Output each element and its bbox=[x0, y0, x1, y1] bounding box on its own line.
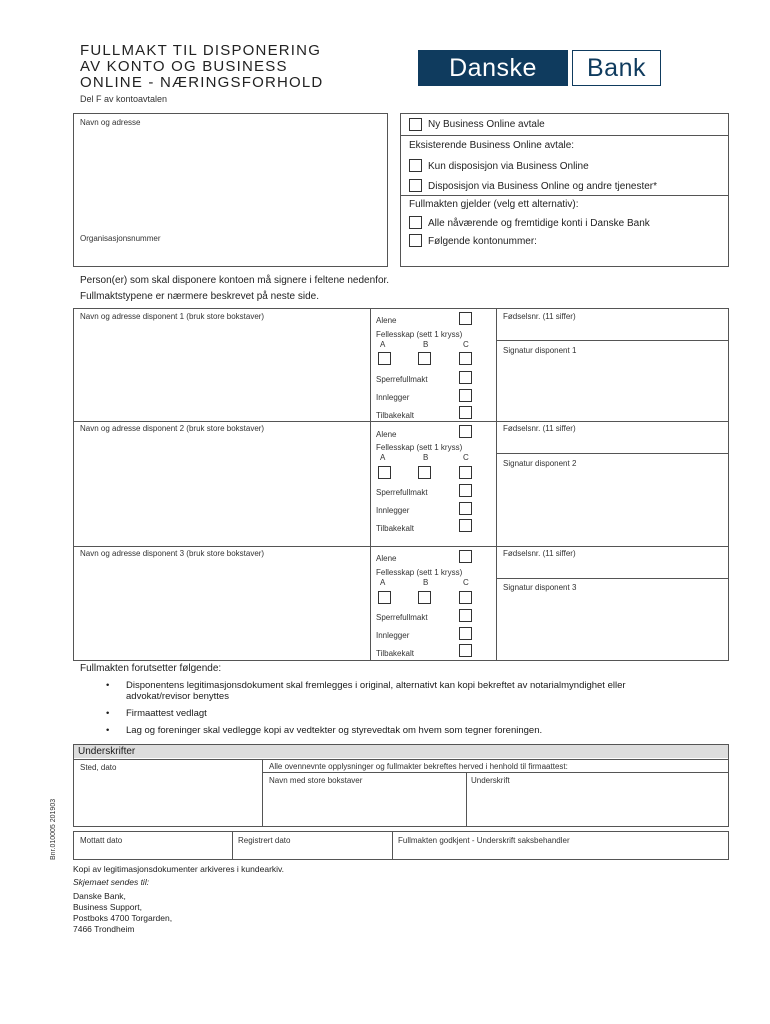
disponent-2-birth-number-label: Fødselsnr. (11 siffer) bbox=[503, 424, 576, 433]
applies-heading: Fullmakten gjelder (velg ett alternativ): bbox=[409, 199, 579, 210]
signature-label: Underskrift bbox=[471, 776, 510, 785]
disponent-3-alone-checkbox[interactable] bbox=[459, 550, 472, 563]
condition-item: • Lag og foreninger skal vedlegge kopi av vedtekter og styrevedtak om hvem som tegner foreningen. bbox=[106, 725, 666, 736]
condition-item: • Disponentens legitimasjonsdokument skal fremlegges i original, alternativt kan kopi bekreftet av notarialmyndighet eller advokat/revisor benyttes bbox=[106, 680, 666, 702]
archive-note: Kopi av legitimasjonsdokumenter arkiveres i kundearkiv. bbox=[73, 864, 285, 874]
condition-item: • Firmaattest vedlagt bbox=[106, 708, 666, 719]
disposition-only-checkbox[interactable] bbox=[409, 159, 422, 172]
disponent-1-name-label: Navn og adresse disponent 1 (bruk store bokstaver) bbox=[80, 312, 265, 321]
following-accounts-checkbox[interactable] bbox=[409, 234, 422, 247]
disponent-2-joint-c-checkbox[interactable] bbox=[459, 466, 472, 479]
approved-label: Fullmakten godkjent - Underskrift saksbehandler bbox=[398, 836, 570, 845]
disponent-3-joint-c-checkbox[interactable] bbox=[459, 591, 472, 604]
instruction-line-2: Fullmaktstypene er nærmere beskrevet på neste side. bbox=[80, 291, 319, 302]
registered-date-label: Registrert dato bbox=[238, 836, 291, 845]
disponent-3-joint-a-checkbox[interactable] bbox=[378, 591, 391, 604]
disponent-1-alone-checkbox[interactable] bbox=[459, 312, 472, 325]
following-accounts-label: Følgende kontonummer: bbox=[428, 236, 537, 247]
disponent-1-signature-label: Signatur disponent 1 bbox=[503, 346, 577, 355]
received-date-label: Mottatt dato bbox=[80, 836, 123, 845]
name-address-input[interactable] bbox=[74, 128, 387, 232]
disposition-other-label: Disposisjon via Business Online og andre tjenester* bbox=[428, 181, 658, 192]
disponent-2-blocked-checkbox[interactable] bbox=[459, 484, 472, 497]
all-accounts-label: Alle nåværende og fremtidige konti i Danske Bank bbox=[428, 218, 650, 229]
org-number-input[interactable] bbox=[74, 244, 387, 266]
disposition-only-label: Kun disposisjon via Business Online bbox=[428, 161, 589, 172]
place-date-input[interactable] bbox=[74, 773, 262, 826]
disponent-3-name-label: Navn og adresse disponent 3 (bruk store bokstaver) bbox=[80, 549, 265, 558]
danske-bank-logo: Danske Bank bbox=[418, 50, 661, 86]
signatures-heading: Underskrifter bbox=[74, 745, 728, 758]
agreement-box bbox=[400, 113, 729, 267]
send-heading: Skjemaet sendes til: bbox=[73, 877, 150, 887]
disponent-2-name-label: Navn og adresse disponent 2 (bruk store bokstaver) bbox=[80, 424, 265, 433]
place-date-label: Sted, dato bbox=[80, 763, 117, 772]
instruction-line-1: Person(er) som skal disponere kontoen må signere i feltene nedenfor. bbox=[80, 275, 390, 286]
disponent-1-joint-b-checkbox[interactable] bbox=[418, 352, 431, 365]
disponent-1-depositor-checkbox[interactable] bbox=[459, 389, 472, 402]
disposition-other-checkbox[interactable] bbox=[409, 179, 422, 192]
disponent-2-revoked-checkbox[interactable] bbox=[459, 519, 472, 532]
page-title: FULLMAKT TIL DISPONERING AV KONTO OG BUSINESS ONLINE - NÆRINGSFORHOLD bbox=[80, 42, 324, 91]
existing-agreement-heading: Eksisterende Business Online avtale: bbox=[409, 140, 575, 151]
org-number-label: Organisasjonsnummer bbox=[80, 234, 161, 243]
conditions-list bbox=[106, 680, 666, 742]
disponent-3-revoked-checkbox[interactable] bbox=[459, 644, 472, 657]
disponent-2-depositor-checkbox[interactable] bbox=[459, 502, 472, 515]
disponent-2-joint-a-checkbox[interactable] bbox=[378, 466, 391, 479]
confirm-text: Alle ovennevnte opplysninger og fullmakter bekreftes herved i henhold til firmaattest: bbox=[269, 762, 568, 771]
new-agreement-label: Ny Business Online avtale bbox=[428, 119, 545, 130]
name-caps-input[interactable] bbox=[262, 786, 466, 826]
disponent-1-revoked-checkbox[interactable] bbox=[459, 406, 472, 419]
disponent-3-depositor-checkbox[interactable] bbox=[459, 627, 472, 640]
all-accounts-checkbox[interactable] bbox=[409, 216, 422, 229]
page-subtitle: Del F av kontoavtalen bbox=[80, 94, 168, 104]
form-code: Bnr.010005 201903 bbox=[50, 798, 57, 860]
conditions-heading: Fullmakten forutsetter følgende: bbox=[80, 663, 222, 674]
name-caps-label: Navn med store bokstaver bbox=[269, 776, 363, 785]
disponents-table: Navn og adresse disponent 1 (bruk store bokstaver) Alene Fellesskap (sett 1 kryss) A B C Sperrefullmakt Innlegger Tilbakekalt Fødselsnr. (11 siffer) Signatur disponent 1 Navn og adresse disponent 2 (bruk store bokstaver) Alene Fellesskap (sett 1 kryss) A B C Sperrefullmakt Innlegger Tilbakekalt Fødselsnr. (11 siffer) Signatur disponent 2 Navn og adresse disponent 3 (bruk store bokstaver) Alene Fellesskap (sett 1 kryss) A B C Sperrefullmakt Innlegger Tilbakekalt Fødselsnr. (11 siffer) Signatur disponent 3 bbox=[73, 308, 729, 661]
signatures-box bbox=[73, 744, 729, 827]
disponent-1-joint-c-checkbox[interactable] bbox=[459, 352, 472, 365]
disponent-3-joint-b-checkbox[interactable] bbox=[418, 591, 431, 604]
disponent-1-birth-number-label: Fødselsnr. (11 siffer) bbox=[503, 312, 576, 321]
company-box bbox=[73, 113, 388, 267]
disponent-3-blocked-checkbox[interactable] bbox=[459, 609, 472, 622]
address-block: Danske Bank, Business Support, Postboks 4700 Torgarden, 7466 Trondheim bbox=[73, 891, 173, 934]
disponent-2-joint-b-checkbox[interactable] bbox=[418, 466, 431, 479]
new-agreement-checkbox[interactable] bbox=[409, 118, 422, 131]
disponent-3-birth-number-label: Fødselsnr. (11 siffer) bbox=[503, 549, 576, 558]
name-address-label: Navn og adresse bbox=[80, 118, 141, 127]
signature-input[interactable] bbox=[466, 786, 728, 826]
disponent-2-alone-checkbox[interactable] bbox=[459, 425, 472, 438]
disponent-1-joint-a-checkbox[interactable] bbox=[378, 352, 391, 365]
disponent-1-blocked-checkbox[interactable] bbox=[459, 371, 472, 384]
disponent-2-signature-label: Signatur disponent 2 bbox=[503, 459, 577, 468]
bank-use-box bbox=[73, 831, 729, 860]
disponent-3-signature-label: Signatur disponent 3 bbox=[503, 583, 577, 592]
